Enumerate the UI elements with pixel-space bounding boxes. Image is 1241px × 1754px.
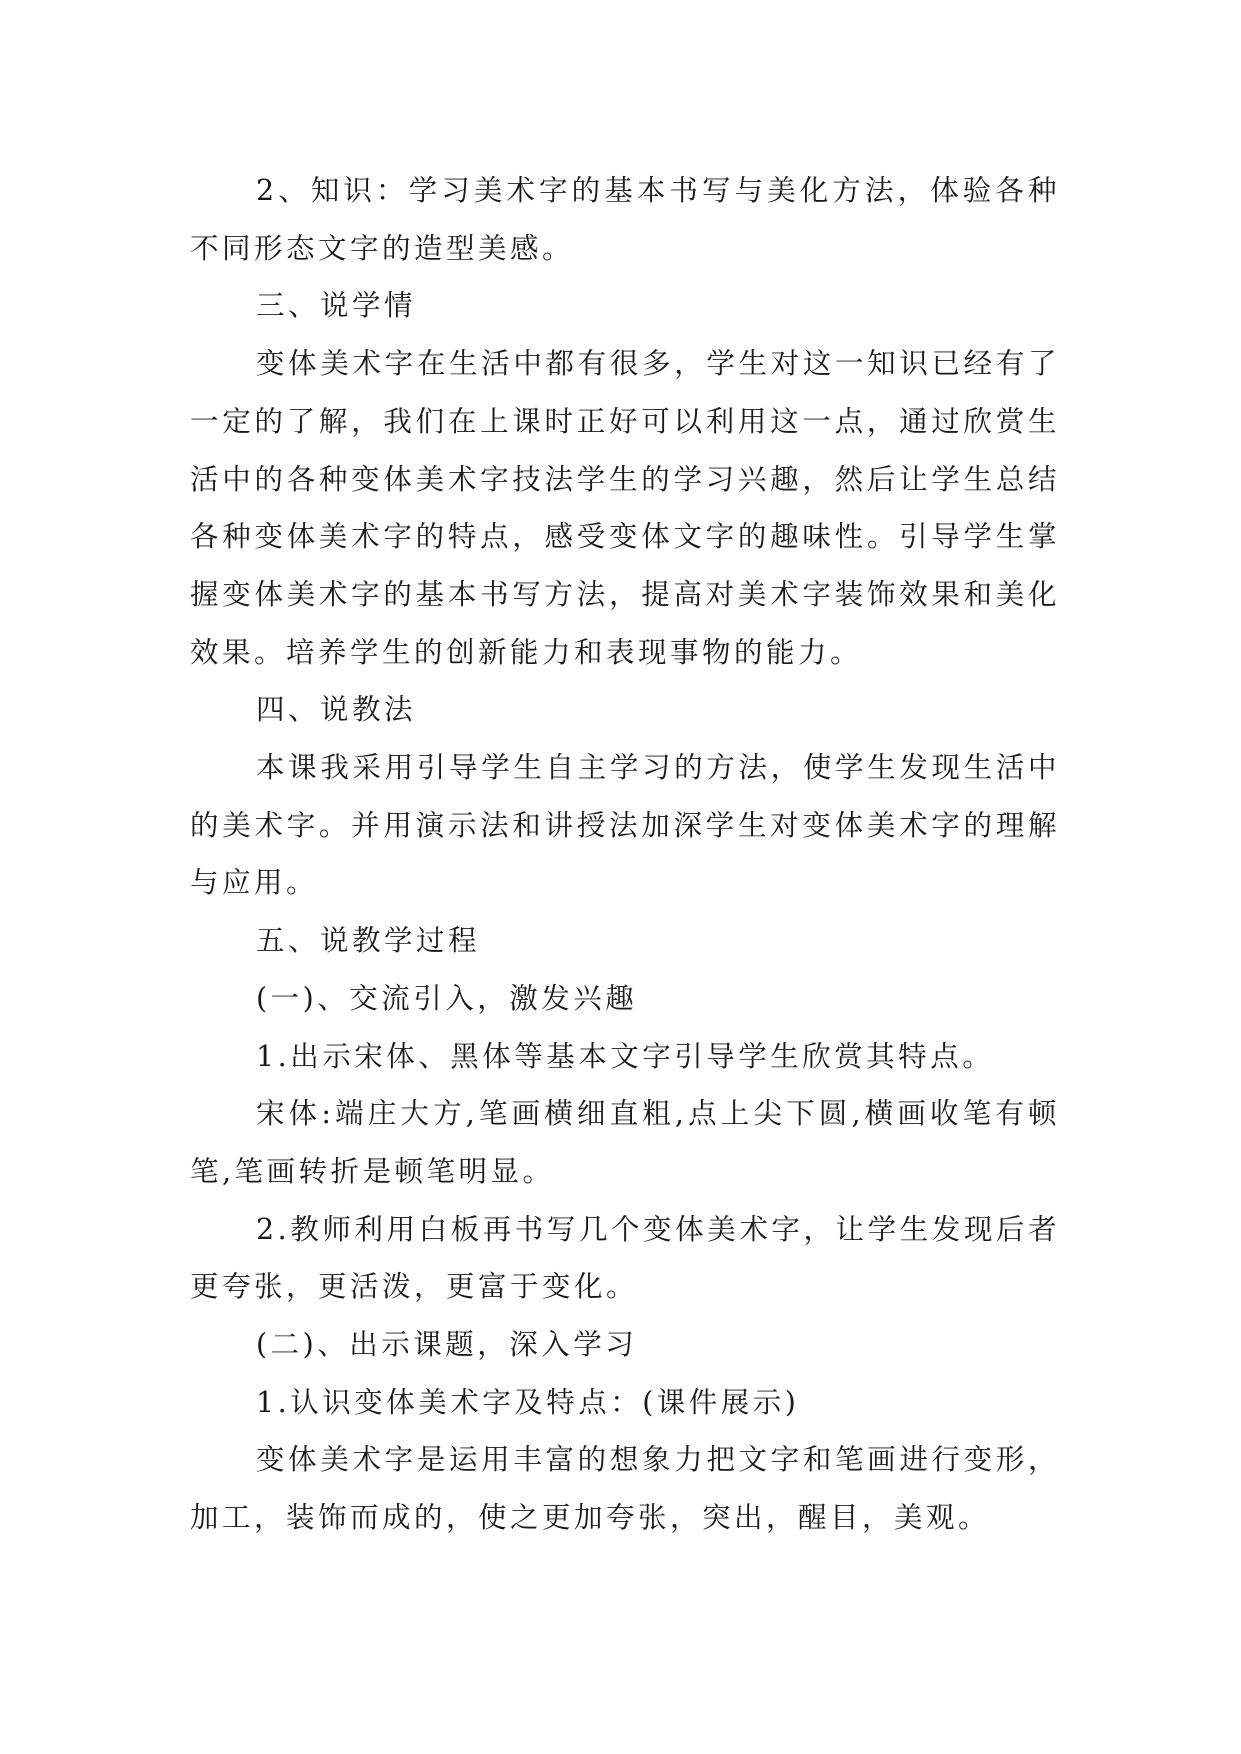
- paragraph-step-1: 1.出示宋体、黑体等基本文字引导学生欣赏其特点。: [256, 1039, 995, 1073]
- paragraph-step-2: 2.教师利用白板再书写几个变体美术字，让学生发现后者更夸张，更活泼，更富于变化。: [190, 1212, 1060, 1304]
- paragraph-recognize: 1.认识变体美术字及特点：(课件展示): [256, 1385, 800, 1419]
- heading-student-analysis: 三、说学情: [256, 289, 417, 323]
- paragraph-definition: 变体美术字是运用丰富的想象力把文字和笔画进行变形，加工，装饰而成的，使之更加夸张，突出，醒目，美观。: [190, 1443, 1060, 1535]
- heading-teaching-method: 四、说教法: [256, 693, 417, 727]
- heading-teaching-process: 五、说教学过程: [256, 924, 481, 958]
- paragraph-student-analysis: 变体美术字在生活中都有很多，学生对这一知识已经有了一定的了解，我们在上课时正好可以利用这一点，通过欣赏生活中的各种变体美术字技法学生的学习兴趣，然后让学生总结各种变体美术字的特点，感受变体文字的趣味性。引导学生掌握变体美术字的基本书写方法，提高对美术字装饰效果和美化效果。培养学生的创新能力和表现事物的能力。: [190, 347, 1060, 669]
- subheading-introduction: (一)、交流引入，激发兴趣: [256, 981, 638, 1015]
- subheading-topic: (二)、出示课题，深入学习: [256, 1328, 638, 1362]
- paragraph-knowledge-goal: 2、知识：学习美术字的基本书写与美化方法，体验各种不同形态文字的造型美感。: [190, 174, 1060, 265]
- paragraph-songti: 宋体:端庄大方,笔画横细直粗,点上尖下圆,横画收笔有顿笔,笔画转折是顿笔明显。: [190, 1097, 1060, 1188]
- paragraph-teaching-method: 本课我采用引导学生自主学习的方法，使学生发现生活中的美术字。并用演示法和讲授法加深学生对变体美术字的理解与应用。: [190, 751, 1060, 900]
- document-body: [190, 162, 1060, 1547]
